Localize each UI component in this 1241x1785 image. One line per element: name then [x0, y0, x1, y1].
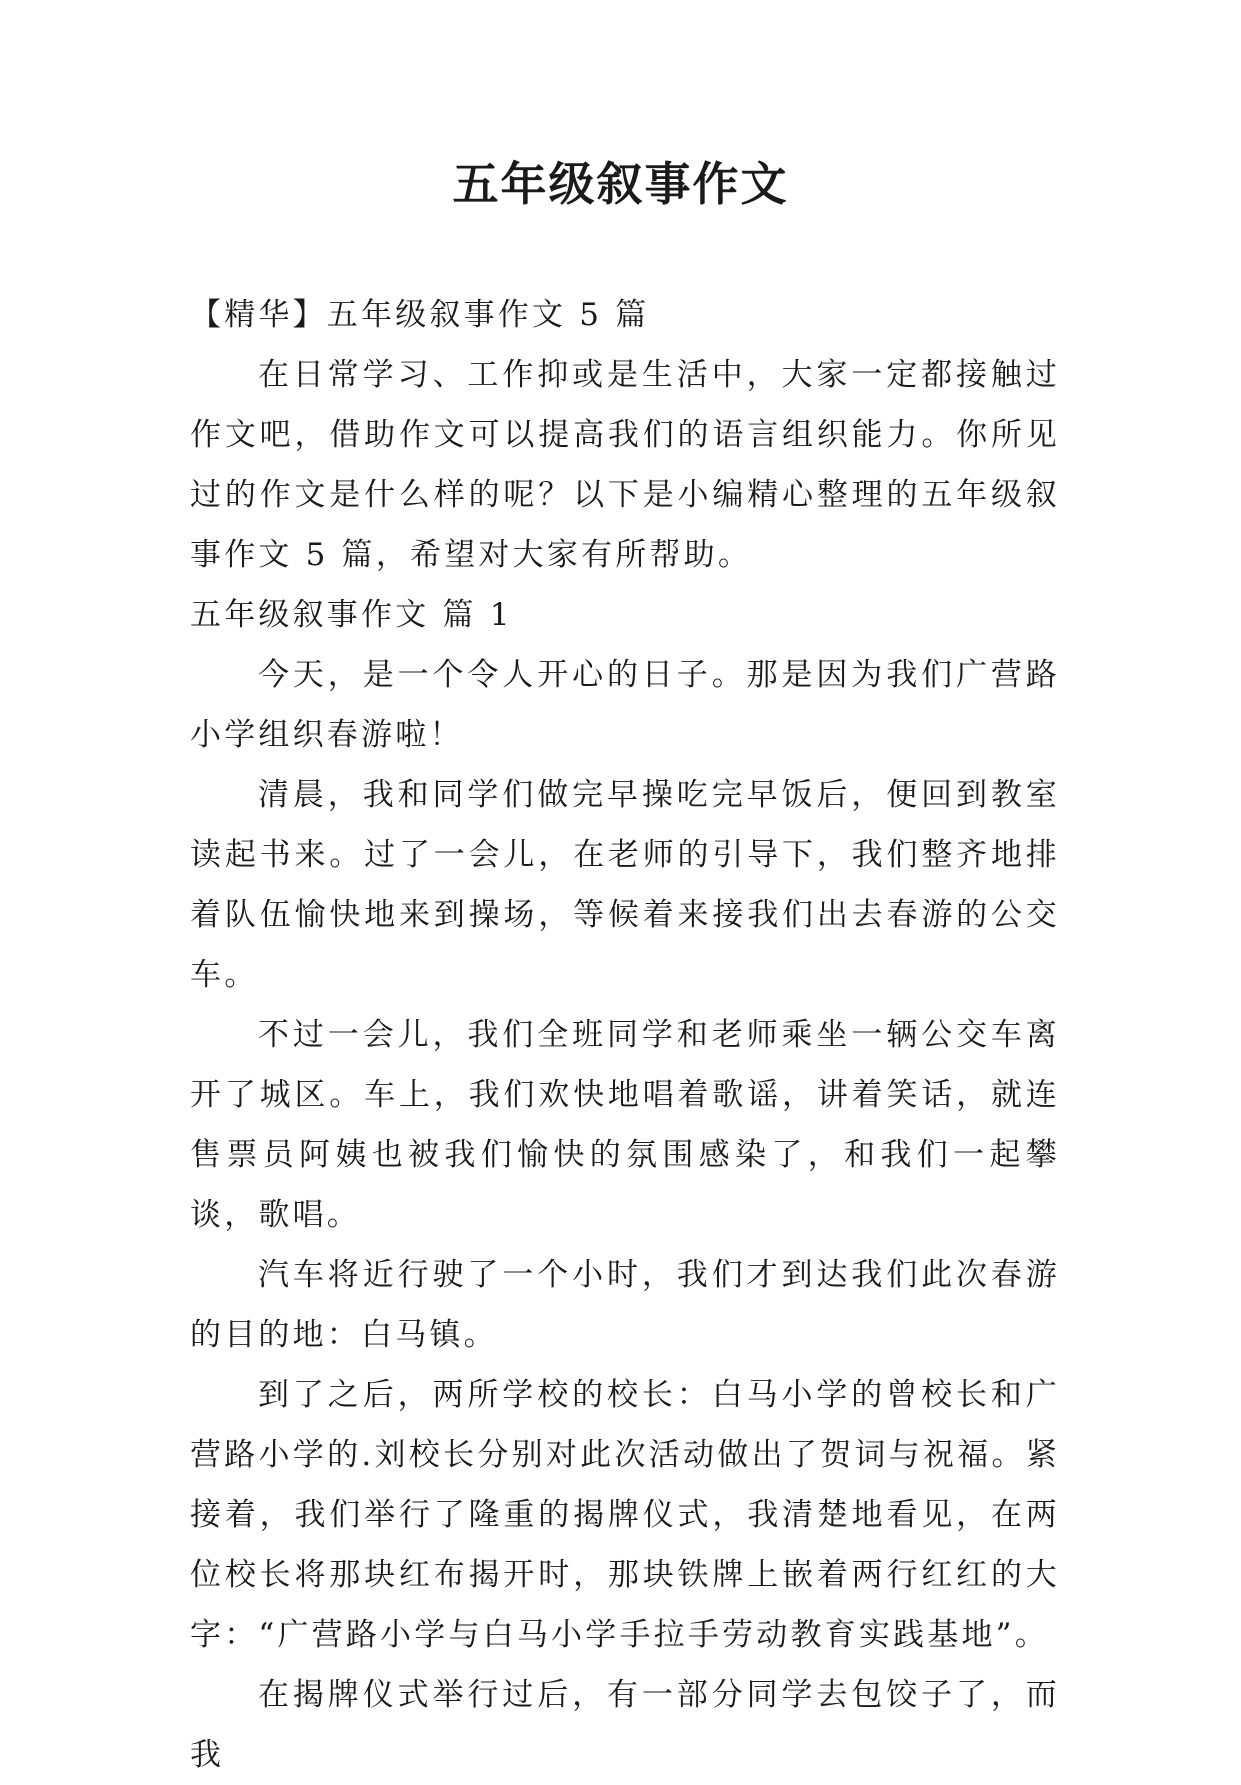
section-heading: 五年级叙事作文 篇 1 — [190, 597, 513, 633]
document-subtitle: 【精华】五年级叙事作文 5 篇 — [190, 297, 650, 333]
body-paragraph-4: 汽车将近行驶了一个小时，我们才到达我们此次春游的目的地：白马镇。 — [190, 1257, 1060, 1353]
document-body — [190, 285, 1060, 1785]
body-paragraph-1: 今天，是一个令人开心的日子。那是因为我们广营路小学组织春游啦！ — [190, 657, 1060, 753]
body-paragraph-6: 在揭牌仪式举行过后，有一部分同学去包饺子了，而我 — [190, 1677, 1060, 1773]
body-paragraph-5: 到了之后，两所学校的校长：白马小学的曾校长和广营路小学的.刘校长分别对此次活动做出了贺词与祝福。紧接着，我们举行了隆重的揭牌仪式，我清楚地看见，在两位校长将那块红布揭开时，那块铁牌上嵌着两行红红的大字：“广营路小学与白马小学手拉手劳动教育实践基地”。 — [190, 1377, 1060, 1653]
intro-paragraph: 在日常学习、工作抑或是生活中，大家一定都接触过作文吧，借助作文可以提高我们的语言组织能力。你所见过的作文是什么样的呢？以下是小编精心整理的五年级叙事作文 5 篇，希望对大家有所帮助。 — [190, 357, 1060, 573]
body-paragraph-3: 不过一会儿，我们全班同学和老师乘坐一辆公交车离开了城区。车上，我们欢快地唱着歌谣，讲着笑话，就连售票员阿姨也被我们愉快的氛围感染了，和我们一起攀谈，歌唱。 — [190, 1017, 1060, 1233]
body-paragraph-2: 清晨，我和同学们做完早操吃完早饭后，便回到教室读起书来。过了一会儿，在老师的引导下，我们整齐地排着队伍愉快地来到操场，等候着来接我们出去春游的公交车。 — [190, 777, 1060, 993]
document-title: 五年级叙事作文 — [452, 157, 789, 211]
